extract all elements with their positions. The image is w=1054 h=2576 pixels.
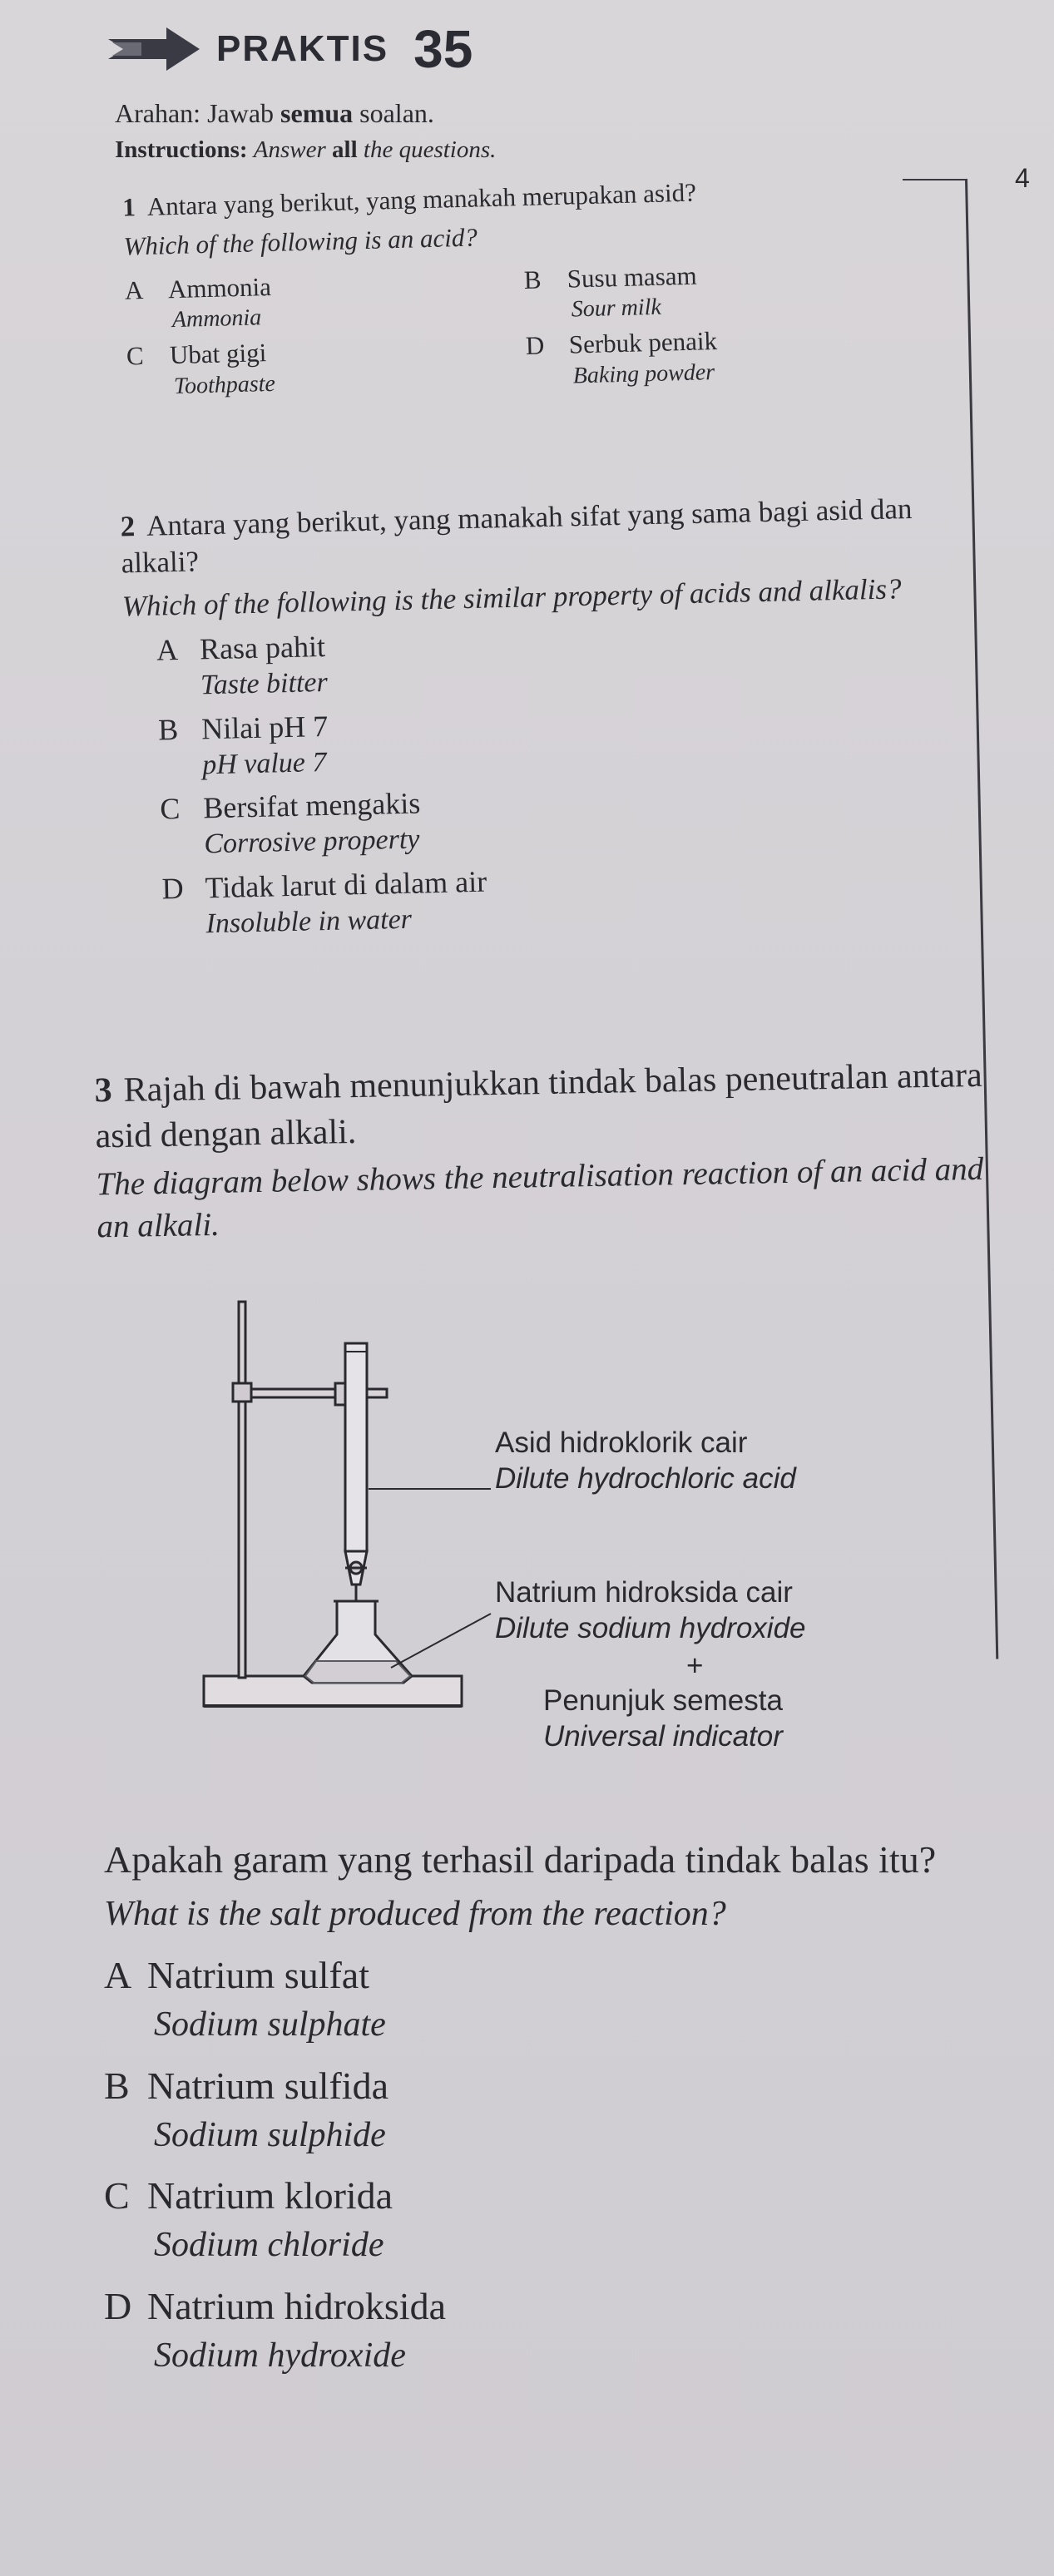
question-3-part bbox=[104, 1834, 1027, 2380]
question-text-ms: Apakah garam yang terhasil daripada tindak balas itu? bbox=[104, 1838, 937, 1881]
question-text-en: Which of the following is an acid? bbox=[123, 222, 478, 261]
option-c[interactable]: C Natrium klorida Sodium chloride bbox=[104, 2174, 393, 2265]
option-b[interactable]: B Natrium sulfida Sodium sulphide bbox=[104, 2064, 388, 2154]
alkali-label-ms: Natrium hidroksida cair bbox=[495, 1576, 793, 1609]
retort-stand-rod bbox=[239, 1302, 245, 1678]
arrow-banner-icon bbox=[108, 24, 200, 74]
practice-header bbox=[108, 18, 473, 80]
indicator-label-en: Universal indicator bbox=[543, 1720, 783, 1753]
question-3 bbox=[94, 1053, 996, 1248]
titration-diagram bbox=[187, 1285, 894, 1768]
practice-number: 35 bbox=[413, 19, 473, 79]
question-text-en: What is the salt produced from the reaction? bbox=[104, 1895, 726, 1934]
option-d[interactable]: D Serbuk penaik Baking powder bbox=[525, 326, 718, 389]
instructions-ms: Arahan: Jawab semua soalan. bbox=[115, 98, 434, 128]
option-a[interactable]: A Rasa pahit Taste bitter bbox=[156, 630, 329, 701]
titration-apparatus-illustration bbox=[187, 1285, 894, 1768]
question-2 bbox=[120, 490, 970, 944]
option-b[interactable]: B Susu masam Sour milk bbox=[523, 260, 698, 323]
question-text-ms: Antara yang berikut, yang manakah merupakan asid? bbox=[146, 177, 697, 221]
option-d[interactable]: D Natrium hidroksida Sodium hydroxide bbox=[104, 2285, 446, 2376]
marks-box: 4 bbox=[1015, 163, 1030, 193]
flask-solution bbox=[305, 1661, 410, 1683]
question-number: 2 bbox=[120, 510, 136, 543]
instructions-en: Instructions: Answer all the questions. bbox=[115, 136, 497, 163]
option-a[interactable]: A Ammonia Ammonia bbox=[124, 271, 272, 334]
question-text-ms: Rajah di bawah menunjukkan tindak balas peneutralan antara asid dengan alkali. bbox=[95, 1056, 983, 1156]
option-d[interactable]: D Tidak larut di dalam air Insoluble in water bbox=[161, 864, 487, 940]
indicator-label-ms: Penunjuk semesta bbox=[543, 1684, 783, 1717]
practice-title: PRAKTIS bbox=[216, 28, 389, 69]
option-c[interactable]: C Bersifat mengakis Corrosive property bbox=[159, 786, 421, 860]
acid-label-ms: Asid hidroklorik cair bbox=[495, 1426, 748, 1459]
question-number: 1 bbox=[121, 192, 136, 222]
acid-label-en: Dilute hydrochloric acid bbox=[495, 1462, 796, 1495]
question-text-en: Which of the following is the similar property of acids and alkalis? bbox=[121, 571, 902, 622]
alkali-label-line bbox=[391, 1614, 491, 1668]
question-1 bbox=[122, 171, 926, 402]
plus-sign: + bbox=[686, 1649, 704, 1682]
margin-line bbox=[965, 179, 998, 1659]
burette bbox=[345, 1343, 367, 1551]
question-text-en: The diagram below shows the neutralisation reaction of an acid and an alkali. bbox=[96, 1150, 984, 1245]
option-b[interactable]: B Nilai pH 7 pH value 7 bbox=[157, 709, 329, 781]
option-c[interactable]: C Ubat gigi Toothpaste bbox=[126, 338, 276, 400]
alkali-label-en: Dilute sodium hydroxide bbox=[495, 1612, 806, 1644]
option-a[interactable]: A Natrium sulfat Sodium sulphate bbox=[104, 1953, 386, 2044]
question-number: 3 bbox=[94, 1071, 113, 1110]
question-text-ms: Antara yang berikut, yang manakah sifat yang sama bagi asid dan alkali? bbox=[121, 492, 913, 580]
